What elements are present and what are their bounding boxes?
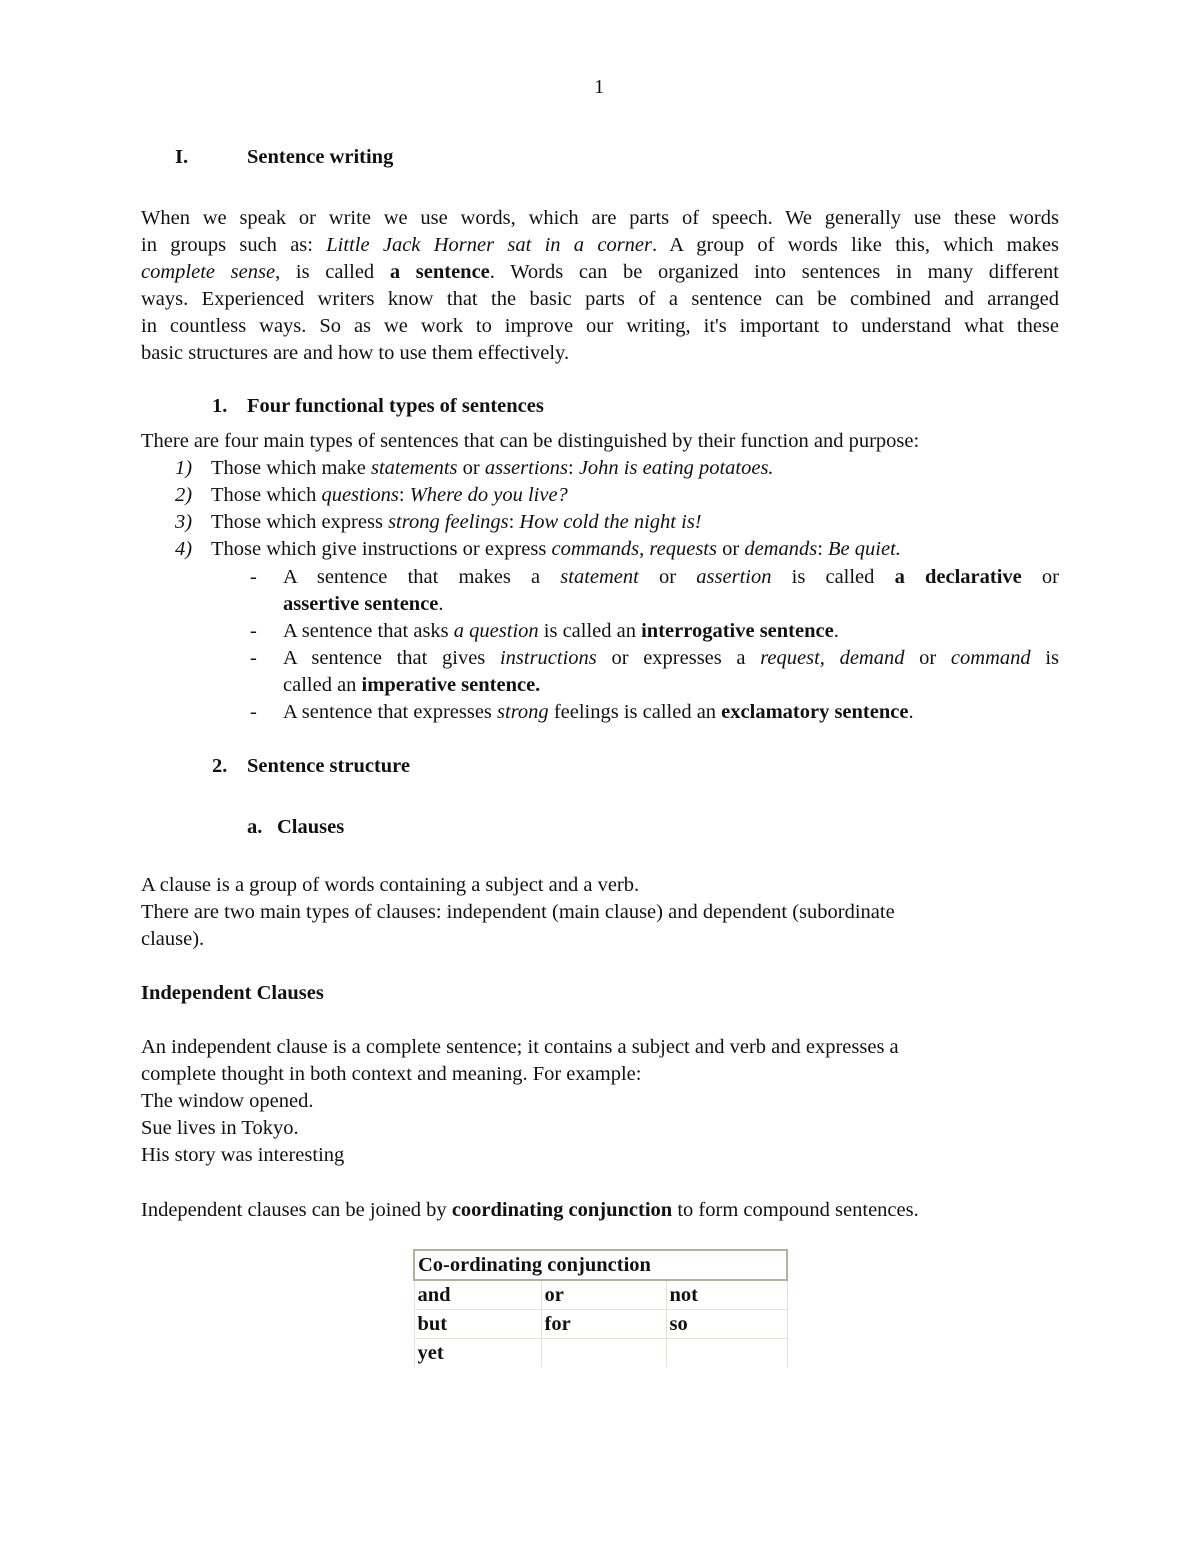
text-run: :: [398, 484, 410, 506]
text-run: called an: [283, 674, 362, 696]
italic-text: Where do you live?: [409, 484, 568, 506]
italic-text: Be quiet.: [828, 538, 901, 560]
section-title: Sentence structure: [247, 755, 411, 777]
text-run: is: [1030, 647, 1059, 669]
text-run: or: [716, 538, 745, 560]
definition-line: [283, 645, 1059, 672]
text-run: or expresses a: [596, 647, 761, 669]
bold-text: exclamatory sentence: [721, 701, 909, 723]
italic-text: questions: [321, 484, 399, 506]
example-line: Sue lives in Tokyo.: [141, 1117, 299, 1139]
dash-bullet: -: [250, 620, 257, 642]
text-run: Those which: [211, 484, 322, 506]
italic-text: commands, requests: [551, 538, 717, 560]
text-line: [141, 313, 1059, 340]
italic-text: statement: [560, 566, 639, 588]
text-run: . A group of words like this, which makes: [652, 234, 1059, 256]
text-line: complete thought in both context and meaning. For example:: [141, 1063, 642, 1085]
definition-line: [283, 699, 1059, 726]
italic-text: assertion: [696, 566, 772, 588]
text-run: A sentence that asks: [283, 620, 454, 642]
definition-line: [283, 618, 1059, 645]
text-run: A sentence that makes a: [283, 566, 561, 588]
table-cell: but: [414, 1310, 541, 1339]
definition-line: [283, 672, 1059, 699]
bold-text: a sentence: [389, 261, 490, 283]
text-run: .: [908, 701, 914, 723]
text-run: basic structures are and how to use them effectively.: [141, 342, 570, 364]
table-row: [414, 1310, 787, 1339]
text-run: :: [508, 511, 520, 533]
text-run: A sentence that expresses: [283, 701, 498, 723]
text-run: .: [833, 620, 839, 642]
italic-text: strong: [497, 701, 549, 723]
text-run: or: [1021, 566, 1059, 588]
section-title: Four functional types of sentences: [247, 395, 544, 417]
table-cell: not: [666, 1280, 787, 1310]
italic-text: a question: [453, 620, 539, 642]
table-cell: [541, 1339, 666, 1368]
list-number: 2): [175, 484, 193, 506]
dash-bullet: -: [250, 566, 257, 588]
italic-text: Little Jack Horner sat in a corner: [326, 234, 653, 256]
text-run: in countless ways. So as we work to improve our writing, it's important to understand what these: [141, 315, 1059, 337]
text-run: , is called: [275, 261, 390, 283]
text-line: [141, 340, 1059, 367]
heading-number: I.: [175, 146, 189, 168]
definition-line: [283, 591, 1059, 618]
text-run: :: [817, 538, 829, 560]
text-run: or: [457, 457, 485, 479]
text-run: Independent clauses can be joined by: [141, 1199, 452, 1221]
independent-heading: Independent Clauses: [141, 982, 324, 1004]
text-line: [141, 205, 1059, 232]
text-line: There are two main types of clauses: independent (main clause) and dependent (subordinate: [141, 901, 895, 923]
bold-text: interrogative sentence: [641, 620, 834, 642]
text-run: ways. Experienced writers know that the basic parts of a sentence can be combined and arranged: [141, 288, 1059, 310]
italic-text: strong feelings: [388, 511, 509, 533]
list-number: 3): [175, 511, 193, 533]
table-cell: and: [414, 1280, 541, 1310]
table-cell: so: [666, 1310, 787, 1339]
table-cell: or: [541, 1280, 666, 1310]
text-line: [141, 1197, 919, 1224]
bold-text: coordinating conjunction: [451, 1199, 673, 1221]
subsection-title: Clauses: [277, 816, 345, 838]
text-line: [141, 259, 1059, 286]
conjunction-table: [413, 1249, 788, 1367]
italic-text: John is eating potatoes.: [578, 457, 774, 479]
section-lead: There are four main types of sentences that can be distinguished by their function and purpose:: [141, 430, 920, 452]
table-cell: yet: [414, 1339, 541, 1368]
table-cell: for: [541, 1310, 666, 1339]
table-header: Co-ordinating conjunction: [414, 1250, 787, 1280]
text-run: . Words can be organized into sentences in many different: [489, 261, 1059, 283]
text-line: A clause is a group of words containing a subject and a verb.: [141, 874, 640, 896]
text-line: clause).: [141, 928, 205, 950]
italic-text: assertions: [484, 457, 568, 479]
text-run: or: [904, 647, 951, 669]
dash-bullet: -: [250, 647, 257, 669]
italic-text: How cold the night is!: [519, 511, 702, 533]
text-run: feelings is called an: [548, 701, 722, 723]
italic-text: complete sense: [141, 261, 276, 283]
section-number: 1.: [212, 395, 228, 417]
list-number: 1): [175, 457, 193, 479]
page-number: 1: [594, 76, 605, 98]
text-line: An independent clause is a complete sentence; it contains a subject and verb and expresses a: [141, 1036, 899, 1058]
list-number: 4): [175, 538, 193, 560]
section-number: 2.: [212, 755, 228, 777]
text-run: is called: [771, 566, 895, 588]
bold-text: a declarative: [894, 566, 1022, 588]
text-run: Those which make: [211, 457, 371, 479]
text-run: is called an: [538, 620, 642, 642]
italic-text: instructions: [499, 647, 597, 669]
text-run: Those which give instructions or express: [211, 538, 552, 560]
text-run: When we speak or write we use words, which are parts of speech. We generally use these words: [141, 207, 1059, 229]
list-item: [211, 536, 901, 563]
dash-bullet: -: [250, 701, 257, 723]
definition-line: [283, 564, 1059, 591]
text-run: to form compound sentences.: [672, 1199, 919, 1221]
subsection-letter: a.: [247, 816, 263, 838]
list-item: [211, 482, 568, 509]
text-run: in groups such as:: [141, 234, 327, 256]
italic-text: command: [950, 647, 1031, 669]
text-run: :: [568, 457, 579, 479]
italic-text: demands: [744, 538, 818, 560]
text-run: A sentence that gives: [283, 647, 500, 669]
text-run: .: [438, 593, 444, 615]
text-line: [141, 286, 1059, 313]
italic-text: statements: [370, 457, 458, 479]
table-cell: [666, 1339, 787, 1368]
italic-text: request, demand: [760, 647, 905, 669]
text-run: Those which express: [211, 511, 389, 533]
bold-text: imperative sentence.: [361, 674, 541, 696]
table-row: [414, 1280, 787, 1310]
bold-text: assertive sentence: [283, 593, 439, 615]
example-line: His story was interesting: [141, 1144, 345, 1166]
table-row: [414, 1339, 787, 1368]
text-run: or: [638, 566, 697, 588]
heading-title: Sentence writing: [247, 146, 394, 168]
text-line: [141, 232, 1059, 259]
example-line: The window opened.: [141, 1090, 314, 1112]
list-item: [211, 455, 774, 482]
list-item: [211, 509, 702, 536]
